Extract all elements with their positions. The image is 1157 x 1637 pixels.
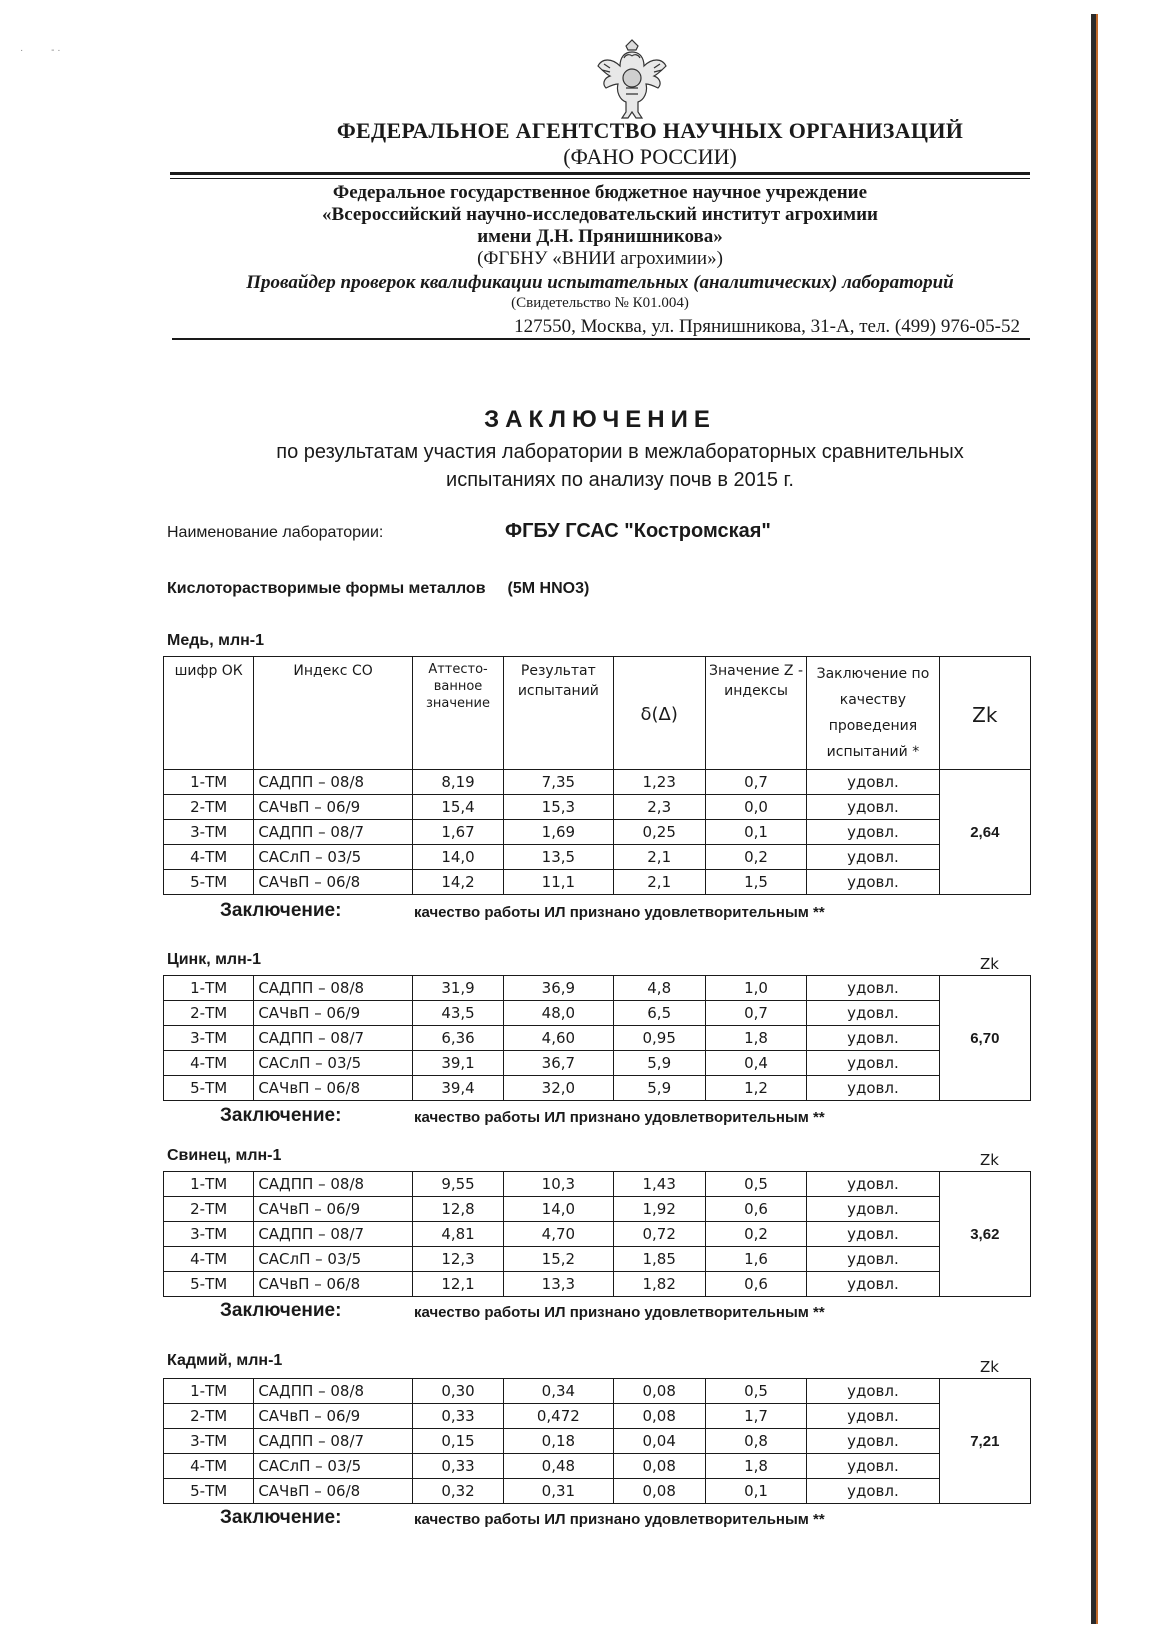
cell-zk: 3,62 xyxy=(939,1172,1030,1297)
table-row xyxy=(164,1001,1031,1026)
cell-certified: 0,33 xyxy=(412,1454,503,1479)
cell-certified: 6,36 xyxy=(412,1026,503,1051)
table-row xyxy=(164,1247,1031,1272)
lab-label: Наименование лаборатории: xyxy=(167,524,384,541)
cell-code: 3-ТМ xyxy=(164,1026,254,1051)
institution-line-2: «Всероссийский научно-исследовательский институт агрохимии xyxy=(322,204,878,225)
cell-certified: 43,5 xyxy=(412,1001,503,1026)
cell-delta: 0,04 xyxy=(613,1429,705,1454)
col-zk: Zk xyxy=(939,657,1030,770)
cell-index: САСлП – 03/5 xyxy=(254,845,413,870)
coat-of-arms-icon xyxy=(596,38,668,124)
table-row xyxy=(164,1429,1031,1454)
cell-code: 2-ТМ xyxy=(164,1197,254,1222)
cell-code: 3-ТМ xyxy=(164,820,254,845)
document-subtitle xyxy=(170,438,1070,494)
provider-line: Провайдер проверок квалификации испытательных (аналитических) лабораторий xyxy=(246,272,954,293)
cell-index: САДПП – 08/7 xyxy=(254,1222,413,1247)
conclusion-label-copper: Заключение: xyxy=(220,900,342,921)
table-row xyxy=(164,870,1031,895)
cadmium-table xyxy=(163,1378,1031,1504)
cell-z: 1,6 xyxy=(705,1247,806,1272)
col-certified: Аттесто-ванное значение xyxy=(412,657,503,770)
cell-result: 14,0 xyxy=(504,1197,613,1222)
cell-certified: 4,81 xyxy=(412,1222,503,1247)
cell-conclusion: удовл. xyxy=(807,1379,939,1404)
scan-specks: · - · xyxy=(20,45,61,56)
cell-delta: 0,08 xyxy=(613,1479,705,1504)
cell-result: 0,18 xyxy=(504,1429,613,1454)
cell-code: 5-ТМ xyxy=(164,1076,254,1101)
address-underline xyxy=(172,338,1030,340)
cell-code: 2-ТМ xyxy=(164,1404,254,1429)
table-row xyxy=(164,1051,1031,1076)
cell-delta: 0,08 xyxy=(613,1404,705,1429)
address-line: 127550, Москва, ул. Прянишникова, 31-А, тел. (499) 976-05-52 xyxy=(514,316,1020,337)
col-result: Результат испытаний xyxy=(504,657,613,770)
cell-certified: 12,1 xyxy=(412,1272,503,1297)
cell-certified: 39,1 xyxy=(412,1051,503,1076)
conclusion-text-cadmium: качество работы ИЛ признано удовлетворительным ** xyxy=(414,1511,825,1528)
cell-z: 1,5 xyxy=(705,870,806,895)
cell-delta: 1,85 xyxy=(613,1247,705,1272)
cell-code: 5-ТМ xyxy=(164,1479,254,1504)
zk-label-cadmium: Zk xyxy=(980,1358,999,1376)
cell-z: 0,1 xyxy=(705,820,806,845)
document-title: ЗАКЛЮЧЕНИЕ xyxy=(484,406,716,433)
cell-result: 1,69 xyxy=(504,820,613,845)
cell-delta: 5,9 xyxy=(613,1051,705,1076)
conclusion-label-lead: Заключение: xyxy=(220,1300,342,1321)
cell-index: САСлП – 03/5 xyxy=(254,1247,413,1272)
cell-conclusion: удовл. xyxy=(807,1026,939,1051)
cell-result: 36,7 xyxy=(504,1051,613,1076)
cell-z: 0,5 xyxy=(705,1172,806,1197)
copper-rows xyxy=(164,770,1031,895)
conclusion-text-lead: качество работы ИЛ признано удовлетворительным ** xyxy=(414,1304,825,1321)
cell-index: САДПП – 08/7 xyxy=(254,1429,413,1454)
cell-code: 5-ТМ xyxy=(164,870,254,895)
cell-conclusion: удовл. xyxy=(807,1051,939,1076)
cell-index: САЧвП – 06/9 xyxy=(254,1001,413,1026)
cell-conclusion: удовл. xyxy=(807,1429,939,1454)
table-row xyxy=(164,820,1031,845)
cell-conclusion: удовл. xyxy=(807,1247,939,1272)
cell-code: 3-ТМ xyxy=(164,1429,254,1454)
table-row xyxy=(164,1172,1031,1197)
cell-result: 11,1 xyxy=(504,870,613,895)
table-row xyxy=(164,976,1031,1001)
cell-code: 1-ТМ xyxy=(164,770,254,795)
cell-conclusion: удовл. xyxy=(807,1197,939,1222)
table-row xyxy=(164,1222,1031,1247)
table-row xyxy=(164,1197,1031,1222)
metal-title-lead: Свинец, млн-1 xyxy=(167,1147,282,1164)
cell-zk: 2,64 xyxy=(939,770,1030,895)
institution-line-3: имени Д.Н. Прянишникова» xyxy=(477,226,723,247)
table-row xyxy=(164,1479,1031,1504)
cell-delta: 0,08 xyxy=(613,1454,705,1479)
cell-z: 0,4 xyxy=(705,1051,806,1076)
cell-index: САСлП – 03/5 xyxy=(254,1051,413,1076)
cell-result: 13,3 xyxy=(504,1272,613,1297)
cell-result: 0,34 xyxy=(504,1379,613,1404)
cell-delta: 0,95 xyxy=(613,1026,705,1051)
cell-z: 0,5 xyxy=(705,1379,806,1404)
zinc-rows xyxy=(164,976,1031,1101)
cell-delta: 4,8 xyxy=(613,976,705,1001)
section-method: (5М HNO3) xyxy=(507,580,590,597)
cell-delta: 1,92 xyxy=(613,1197,705,1222)
cell-delta: 0,72 xyxy=(613,1222,705,1247)
cell-certified: 31,9 xyxy=(412,976,503,1001)
cell-delta: 5,9 xyxy=(613,1076,705,1101)
cell-result: 7,35 xyxy=(504,770,613,795)
table-row xyxy=(164,845,1031,870)
cell-certified: 39,4 xyxy=(412,1076,503,1101)
conclusion-text-zinc: качество работы ИЛ признано удовлетворительным ** xyxy=(414,1109,825,1126)
section-title xyxy=(167,580,589,598)
cell-certified: 0,32 xyxy=(412,1479,503,1504)
cell-code: 1-ТМ xyxy=(164,1379,254,1404)
metal-title-zinc: Цинк, млн-1 xyxy=(167,951,261,968)
cell-result: 0,31 xyxy=(504,1479,613,1504)
cell-z: 0,2 xyxy=(705,1222,806,1247)
cell-index: САЧвП – 06/8 xyxy=(254,1479,413,1504)
cell-conclusion: удовл. xyxy=(807,976,939,1001)
metal-title-cadmium: Кадмий, млн-1 xyxy=(167,1352,283,1369)
cell-conclusion: удовл. xyxy=(807,1454,939,1479)
cell-certified: 14,0 xyxy=(412,845,503,870)
col-index: Индекс СО xyxy=(254,657,413,770)
cell-z: 0,0 xyxy=(705,795,806,820)
cell-delta: 2,1 xyxy=(613,845,705,870)
cell-result: 0,48 xyxy=(504,1454,613,1479)
cell-index: САЧвП – 06/8 xyxy=(254,870,413,895)
cell-result: 36,9 xyxy=(504,976,613,1001)
cell-result: 13,5 xyxy=(504,845,613,870)
cell-result: 10,3 xyxy=(504,1172,613,1197)
cell-result: 32,0 xyxy=(504,1076,613,1101)
cell-certified: 15,4 xyxy=(412,795,503,820)
cell-certified: 0,33 xyxy=(412,1404,503,1429)
table-row xyxy=(164,795,1031,820)
cell-delta: 2,1 xyxy=(613,870,705,895)
table-row xyxy=(164,1404,1031,1429)
cell-index: САДПП – 08/8 xyxy=(254,976,413,1001)
cell-delta: 0,08 xyxy=(613,1379,705,1404)
agency-short-name: (ФАНО РОССИИ) xyxy=(563,144,737,169)
cell-code: 3-ТМ xyxy=(164,1222,254,1247)
cell-zk: 6,70 xyxy=(939,976,1030,1101)
cell-z: 1,8 xyxy=(705,1454,806,1479)
cell-z: 0,1 xyxy=(705,1479,806,1504)
cell-result: 4,60 xyxy=(504,1026,613,1051)
cell-delta: 2,3 xyxy=(613,795,705,820)
cell-delta: 1,82 xyxy=(613,1272,705,1297)
header-divider xyxy=(170,172,1030,175)
cell-z: 1,7 xyxy=(705,1404,806,1429)
conclusion-text-copper: качество работы ИЛ признано удовлетворительным ** xyxy=(414,904,825,921)
cell-conclusion: удовл. xyxy=(807,1076,939,1101)
cell-zk: 7,21 xyxy=(939,1379,1030,1504)
cell-z: 0,7 xyxy=(705,770,806,795)
cell-result: 4,70 xyxy=(504,1222,613,1247)
table-row xyxy=(164,1076,1031,1101)
cell-conclusion: удовл. xyxy=(807,1222,939,1247)
cell-result: 15,3 xyxy=(504,795,613,820)
cell-z: 0,6 xyxy=(705,1197,806,1222)
cell-code: 5-ТМ xyxy=(164,1272,254,1297)
cell-certified: 0,15 xyxy=(412,1429,503,1454)
cell-index: САЧвП – 06/8 xyxy=(254,1076,413,1101)
col-conclusion: Заключение по качеству проведения испытаний * xyxy=(807,657,939,770)
cell-conclusion: удовл. xyxy=(807,1272,939,1297)
cell-index: САДПП – 08/8 xyxy=(254,1172,413,1197)
table-row xyxy=(164,1272,1031,1297)
cell-code: 1-ТМ xyxy=(164,1172,254,1197)
cell-conclusion: удовл. xyxy=(807,870,939,895)
copper-table xyxy=(163,656,1031,895)
cell-conclusion: удовл. xyxy=(807,1404,939,1429)
cell-z: 0,6 xyxy=(705,1272,806,1297)
cell-certified: 1,67 xyxy=(412,820,503,845)
cell-code: 1-ТМ xyxy=(164,976,254,1001)
cell-conclusion: удовл. xyxy=(807,845,939,870)
cell-certified: 9,55 xyxy=(412,1172,503,1197)
cadmium-rows xyxy=(164,1379,1031,1504)
lead-rows xyxy=(164,1172,1031,1297)
zinc-table xyxy=(163,975,1031,1101)
cell-z: 1,0 xyxy=(705,976,806,1001)
cell-index: САДПП – 08/7 xyxy=(254,820,413,845)
col-z: Значение Z - индексы xyxy=(705,657,806,770)
conclusion-label-cadmium: Заключение: xyxy=(220,1507,342,1528)
cell-index: САДПП – 08/8 xyxy=(254,1379,413,1404)
cell-conclusion: удовл. xyxy=(807,1172,939,1197)
cell-z: 0,7 xyxy=(705,1001,806,1026)
cell-index: САЧвП – 06/9 xyxy=(254,795,413,820)
cell-index: САДПП – 08/8 xyxy=(254,770,413,795)
cell-z: 0,8 xyxy=(705,1429,806,1454)
cell-conclusion: удовл. xyxy=(807,1001,939,1026)
cell-index: САСлП – 03/5 xyxy=(254,1454,413,1479)
table-row xyxy=(164,1454,1031,1479)
cell-certified: 0,30 xyxy=(412,1379,503,1404)
cell-code: 2-ТМ xyxy=(164,795,254,820)
certificate-line: (Свидетельство № К01.004) xyxy=(511,295,689,311)
cell-certified: 12,3 xyxy=(412,1247,503,1272)
cell-delta: 1,43 xyxy=(613,1172,705,1197)
col-code: шифр ОК xyxy=(164,657,254,770)
agency-name: ФЕДЕРАЛЬНОЕ АГЕНТСТВО НАУЧНЫХ ОРГАНИЗАЦИЙ xyxy=(336,118,964,143)
cell-code: 4-ТМ xyxy=(164,1051,254,1076)
cell-delta: 6,5 xyxy=(613,1001,705,1026)
cell-conclusion: удовл. xyxy=(807,820,939,845)
cell-certified: 12,8 xyxy=(412,1197,503,1222)
cell-z: 0,2 xyxy=(705,845,806,870)
margin-rule-accent xyxy=(1096,14,1098,1624)
metal-title-copper: Медь, млн-1 xyxy=(167,632,264,649)
table-row xyxy=(164,1026,1031,1051)
cell-result: 48,0 xyxy=(504,1001,613,1026)
cell-index: САДПП – 08/7 xyxy=(254,1026,413,1051)
cell-z: 1,8 xyxy=(705,1026,806,1051)
cell-certified: 14,2 xyxy=(412,870,503,895)
section-name: Кислоторастворимые формы металлов xyxy=(167,580,486,597)
cell-conclusion: удовл. xyxy=(807,770,939,795)
cell-delta: 1,23 xyxy=(613,770,705,795)
subtitle-line-2: испытаниях по анализу почв в 2015 г. xyxy=(446,469,794,491)
lab-name: ФГБУ ГСАС "Костромская" xyxy=(505,520,771,542)
cell-z: 1,2 xyxy=(705,1076,806,1101)
zk-label-lead: Zk xyxy=(980,1151,999,1169)
cell-certified: 8,19 xyxy=(412,770,503,795)
conclusion-label-zinc: Заключение: xyxy=(220,1105,342,1126)
header-divider-thin xyxy=(170,178,1030,179)
institution-line-1: Федеральное государственное бюджетное научное учреждение xyxy=(332,182,868,203)
cell-result: 0,472 xyxy=(504,1404,613,1429)
table-row xyxy=(164,770,1031,795)
cell-index: САЧвП – 06/8 xyxy=(254,1272,413,1297)
cell-code: 4-ТМ xyxy=(164,1454,254,1479)
subtitle-line-1: по результатам участия лаборатории в межлабораторных сравнительных xyxy=(276,441,964,463)
cell-delta: 0,25 xyxy=(613,820,705,845)
lead-table xyxy=(163,1171,1031,1297)
cell-code: 4-ТМ xyxy=(164,845,254,870)
cell-index: САЧвП – 06/9 xyxy=(254,1197,413,1222)
table-row xyxy=(164,1379,1031,1404)
cell-result: 15,2 xyxy=(504,1247,613,1272)
col-delta: δ(Δ) xyxy=(613,657,705,770)
cell-code: 4-ТМ xyxy=(164,1247,254,1272)
cell-code: 2-ТМ xyxy=(164,1001,254,1026)
zk-label-zinc: Zk xyxy=(980,955,999,973)
institution-short-name: (ФГБНУ «ВНИИ агрохимии») xyxy=(477,248,723,269)
table-header-row xyxy=(164,657,1031,770)
cell-index: САЧвП – 06/9 xyxy=(254,1404,413,1429)
cell-conclusion: удовл. xyxy=(807,1479,939,1504)
cell-conclusion: удовл. xyxy=(807,795,939,820)
